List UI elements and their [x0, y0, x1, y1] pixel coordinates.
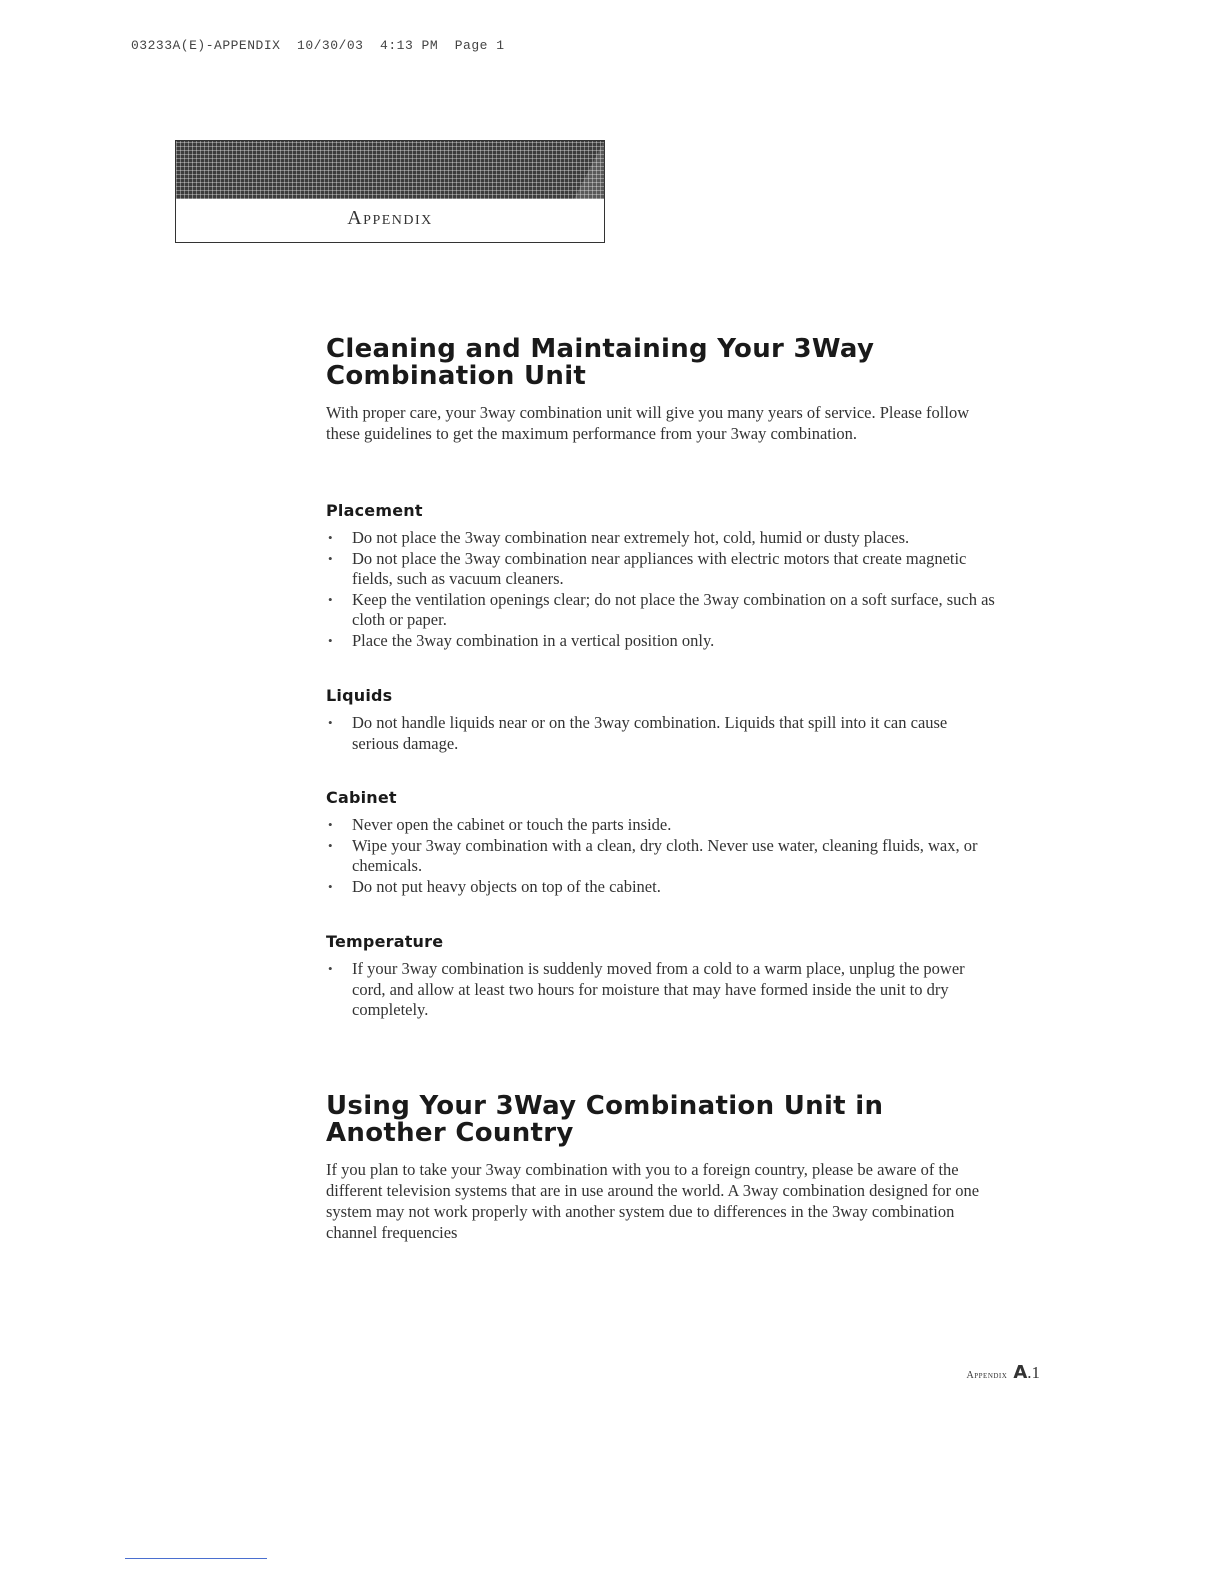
- list-item: • Wipe your 3way combination with a clean, dry cloth. Never use water, cleaning fluids, wax, or chemicals.: [326, 836, 996, 877]
- title-line-1: Cleaning and Maintaining Your 3Way: [326, 334, 875, 364]
- list-item: • Do not place the 3way combination near extremely hot, cold, humid or dusty places.: [326, 528, 996, 549]
- list-item: • Do not handle liquids near or on the 3way combination. Liquids that spill into it can cause serious damage.: [326, 713, 996, 754]
- footnote-rule: [125, 1558, 267, 1559]
- heading-temperature: Temperature: [326, 932, 444, 951]
- page-number: .1: [1027, 1363, 1040, 1382]
- list-item: • Do not put heavy objects on top of the cabinet.: [326, 877, 996, 898]
- list-item: • Place the 3way combination in a vertical position only.: [326, 631, 996, 652]
- section-title-cleaning: [326, 336, 996, 390]
- subsection-cabinet: [326, 788, 996, 897]
- page-footer: [967, 1362, 1040, 1383]
- intro-paragraph: With proper care, your 3way combination unit will give you many years of service. Please follow these guidelines to get the maximum performance from your 3way combination.: [326, 403, 970, 443]
- subsection-placement: [326, 501, 996, 651]
- country-paragraph: If you plan to take your 3way combination with you to a foreign country, please be aware of the different television systems that are in use around the world. A 3way combination designed for one system may not work properly with another system due to differences in the 3way combination channel frequencies: [326, 1160, 980, 1242]
- print-header: 03233A(E)-APPENDIX 10/30/03 4:13 PM Page 1: [131, 38, 505, 53]
- temperature-list: [326, 959, 996, 1021]
- list-item: • Keep the ventilation openings clear; do not place the 3way combination on a soft surface, such as cloth or paper.: [326, 590, 996, 631]
- list-item: • Do not place the 3way combination near appliances with electric motors that create magnetic fields, such as vacuum cleaners.: [326, 549, 996, 590]
- heading-liquids: Liquids: [326, 686, 393, 705]
- liquids-list: [326, 713, 996, 754]
- title-line-1: Using Your 3Way Combination Unit in: [326, 1091, 884, 1121]
- footer-letter: A: [1013, 1362, 1028, 1383]
- heading-cabinet: Cabinet: [326, 788, 397, 807]
- title-line-2: Combination Unit: [326, 361, 587, 391]
- title-line-2: Another Country: [326, 1118, 574, 1148]
- banner-pattern-bar: [176, 141, 604, 199]
- section-cleaning: [326, 336, 996, 444]
- placement-list: [326, 528, 996, 651]
- cabinet-list: [326, 815, 996, 897]
- appendix-banner: [175, 140, 605, 243]
- subsection-temperature: [326, 932, 996, 1021]
- list-item: • Never open the cabinet or touch the parts inside.: [326, 815, 996, 836]
- subsection-liquids: [326, 686, 996, 754]
- footer-label: Appendix: [966, 1370, 1008, 1381]
- heading-placement: Placement: [326, 501, 423, 520]
- list-item: • If your 3way combination is suddenly moved from a cold to a warm place, unplug the power cord, and allow at least two hours for moisture that may have formed inside the unit to dry completely.: [326, 959, 996, 1021]
- section-title-another-country: [326, 1093, 996, 1147]
- banner-label: Appendix: [347, 207, 433, 229]
- section-another-country: [326, 1093, 996, 1243]
